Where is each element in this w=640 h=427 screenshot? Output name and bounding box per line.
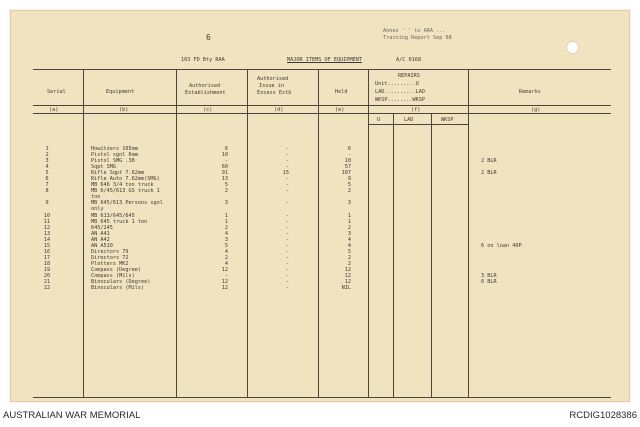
cell-equipment: AN A510 <box>91 242 113 249</box>
cell-serial: 14 <box>43 236 51 243</box>
cell-authorised: 2 <box>224 254 228 261</box>
cell-excess: - <box>285 279 289 286</box>
letter-b: (b) <box>119 107 129 113</box>
col-rule-6 <box>468 69 469 397</box>
cell-serial: 21 <box>43 279 51 286</box>
cell-serial: 22 <box>43 285 51 292</box>
archive-label: AUSTRALIAN WAR MEMORIAL <box>3 410 141 421</box>
cell-equipment: Pistol sgnl 6mm <box>91 152 138 159</box>
cell-equipment: Rifle Auto 7.62mm(SMG) <box>91 176 160 183</box>
cell-equipment: Pistol SMG .38 <box>91 158 135 165</box>
letter-d: (d) <box>274 107 284 113</box>
col-rule-repairs-lad <box>431 113 432 397</box>
cell-held: 1 <box>347 218 351 225</box>
cell-held: - <box>347 152 351 159</box>
cell-equipment: Compass (Mils) <box>91 273 135 280</box>
reference-number: A/C 0168 <box>396 57 421 63</box>
cell-authorised: 2 <box>224 188 228 195</box>
header-excess-1: Authorised <box>257 76 289 82</box>
cell-held: 2 <box>347 224 351 231</box>
punch-hole <box>566 41 579 54</box>
cell-held: 107 <box>341 170 351 177</box>
header-excess-3: Excess Estb <box>257 90 292 96</box>
cell-serial: 7 <box>45 182 49 189</box>
cell-excess: - <box>285 188 289 195</box>
cell-held: 6 <box>347 146 351 152</box>
cell-held: NIL <box>341 285 351 292</box>
header-authorised-2: Establishment <box>185 90 226 96</box>
letter-g: (g) <box>531 107 541 113</box>
cell-serial: 8 <box>45 188 49 195</box>
cell-equipment: Sqpt SMG <box>91 164 116 171</box>
cell-equipment: MB 6/45/613 GS truck 1 ton <box>91 188 160 201</box>
cell-held: 12 <box>344 267 351 273</box>
cell-held: 57 <box>344 164 351 171</box>
cell-equipment: AN A42 <box>91 236 110 243</box>
cell-excess: - <box>285 200 289 207</box>
cell-held: 2 <box>347 260 351 267</box>
header-remarks: Remarks <box>519 89 541 95</box>
cell-serial: 4 <box>45 164 49 171</box>
cell-authorised: 60 <box>221 164 228 171</box>
col-rule-3 <box>247 69 248 397</box>
cell-serial: 13 <box>43 230 51 237</box>
cell-authorised: 1 <box>224 218 228 225</box>
cell-serial: 10 <box>43 212 51 219</box>
cell-authorised: 13 <box>221 176 228 183</box>
cell-authorised: 12 <box>221 267 228 273</box>
cell-excess: - <box>285 285 289 292</box>
header-authorised-1: Authorised <box>189 83 221 89</box>
cell-held: 2 <box>347 254 351 261</box>
cell-excess: - <box>285 176 289 183</box>
cell-equipment: Rifle Sqpt 7.62mm <box>91 170 145 177</box>
header-repairs-wksp: WKSP........WKSP <box>375 97 425 103</box>
cell-equipment: Plotters MK2 <box>91 260 129 267</box>
cell-equipment: Directors 72 <box>91 254 129 261</box>
cell-authorised: - <box>224 273 228 280</box>
cell-authorised: 12 <box>221 285 228 292</box>
cell-serial: 2 <box>45 152 49 159</box>
cell-serial: 12 <box>43 224 51 231</box>
cell-excess: - <box>285 273 289 280</box>
cell-serial: 17 <box>43 254 51 261</box>
cell-remarks: 3 BLR <box>481 273 497 280</box>
letter-f: (f) <box>411 107 421 113</box>
cell-held: 3 <box>347 230 351 237</box>
cell-remarks: 2 BLR <box>481 170 497 177</box>
cell-serial: 15 <box>43 242 51 249</box>
cell-held: 5 <box>347 182 351 189</box>
repairs-subheader-rule <box>368 124 468 125</box>
cell-equipment: MB 645/613 Persons sgnl only <box>91 200 163 213</box>
cell-excess: - <box>285 182 289 189</box>
cell-excess: - <box>285 218 289 225</box>
cell-held: 12 <box>344 279 351 286</box>
header-serial: Serial <box>47 89 66 95</box>
stamp-line-1: Annex ' ' to ARA ... <box>383 28 446 34</box>
cell-excess: - <box>285 254 289 261</box>
cell-excess: - <box>285 230 289 237</box>
cell-serial: 3 <box>45 158 49 165</box>
cell-excess: - <box>285 267 289 273</box>
cell-held: 2 <box>347 188 351 195</box>
cell-excess: 15 <box>282 170 289 177</box>
letter-c: (c) <box>203 107 213 113</box>
header-excess-2: Issue in <box>259 83 284 89</box>
cell-remarks: 6 BLR <box>481 279 497 286</box>
cell-serial: 20 <box>43 273 51 280</box>
stamp-line-2: Training Report Sep 68 <box>383 35 452 41</box>
cell-equipment: MB 646 3/4 ton truck <box>91 182 154 189</box>
cell-equipment: Binoculars (Mils) <box>91 285 145 292</box>
letter-a: (a) <box>49 107 59 113</box>
cell-equipment: Howitzers 105mm <box>91 146 138 152</box>
cell-excess: - <box>285 152 289 159</box>
cell-serial: 11 <box>43 218 51 225</box>
cell-equipment: AN A41 <box>91 230 110 237</box>
cell-authorised: 12 <box>221 279 228 286</box>
cell-held: 4 <box>347 236 351 243</box>
cell-authorised: 5 <box>224 182 228 189</box>
unit-line: 103 FD Bty RAA <box>181 57 225 63</box>
cell-authorised: 6 <box>224 146 228 152</box>
header-repairs-lad: LAD..........LAD <box>375 89 425 95</box>
cell-held: 1 <box>347 212 351 219</box>
cell-held: 10 <box>344 158 351 165</box>
archive-id: RCDIG1028386 <box>569 410 637 421</box>
cell-serial: 9 <box>45 200 49 207</box>
cell-serial: 1 <box>45 146 49 152</box>
table-top-rule <box>33 69 611 70</box>
subheader-lad: LAD <box>404 117 414 123</box>
cell-excess: - <box>285 212 289 219</box>
cell-excess: - <box>285 224 289 231</box>
col-rule-1 <box>83 69 84 397</box>
cell-equipment: 645/245 <box>91 224 113 231</box>
header-repairs: REPAIRS <box>398 73 420 79</box>
cell-held: 9 <box>347 176 351 183</box>
cell-held: 12 <box>344 273 351 280</box>
cell-serial: 16 <box>43 248 51 255</box>
col-rule-4 <box>318 69 319 397</box>
cell-serial: 5 <box>45 170 49 177</box>
cell-authorised: 1 <box>224 212 228 219</box>
document-title: MAJOR ITEMS OF EQUIPMENT <box>287 57 362 63</box>
cell-equipment: Binoculars (Degree) <box>91 279 151 286</box>
col-rule-repairs-u <box>393 113 394 397</box>
cell-equipment: MB 613/645/645 <box>91 212 135 219</box>
cell-remarks: 2 BLR <box>481 158 497 165</box>
cell-held: 4 <box>347 242 351 249</box>
cell-authorised: 4 <box>224 248 228 255</box>
cell-authorised: 5 <box>224 242 228 249</box>
cell-equipment: Directors 79 <box>91 248 129 255</box>
document-page <box>10 10 630 402</box>
cell-remarks: 6 on loan 40P <box>481 242 522 249</box>
cell-authorised: 91 <box>221 170 228 177</box>
table-bottom-rule <box>33 397 611 398</box>
cell-excess: - <box>285 242 289 249</box>
cell-equipment: MB 645 truck 1 ton <box>91 218 148 225</box>
cell-serial: 6 <box>45 176 49 183</box>
header-held: Held <box>335 89 348 95</box>
subheader-wksp: WKSP <box>441 117 454 123</box>
cell-held: 3 <box>347 200 351 207</box>
subheader-u: U <box>377 117 381 123</box>
cell-serial: 18 <box>43 260 51 267</box>
letters-divider-rule <box>33 113 611 114</box>
cell-equipment: Compass (Degree) <box>91 267 141 273</box>
cell-excess: - <box>285 260 289 267</box>
cell-held: 5 <box>347 248 351 255</box>
handwritten-mark: 6 <box>206 33 211 42</box>
cell-excess: - <box>285 164 289 171</box>
cell-authorised: 2 <box>224 224 228 231</box>
cell-authorised: 10 <box>221 152 228 159</box>
cell-serial: 19 <box>43 267 51 273</box>
letter-e: (e) <box>335 107 345 113</box>
cell-authorised: - <box>224 158 228 165</box>
cell-excess: - <box>285 158 289 165</box>
cell-excess: - <box>285 248 289 255</box>
cell-authorised: 3 <box>224 200 228 207</box>
col-rule-5 <box>368 69 369 397</box>
header-divider-rule <box>33 105 611 106</box>
cell-authorised: 3 <box>224 236 228 243</box>
cell-excess: - <box>285 236 289 243</box>
col-rule-2 <box>176 69 177 397</box>
cell-excess: - <box>285 146 289 152</box>
header-equipment: Equipment <box>106 89 135 95</box>
header-repairs-unit: Unit.........U <box>375 81 419 87</box>
cell-authorised: 4 <box>224 230 228 237</box>
cell-authorised: 4 <box>224 260 228 267</box>
